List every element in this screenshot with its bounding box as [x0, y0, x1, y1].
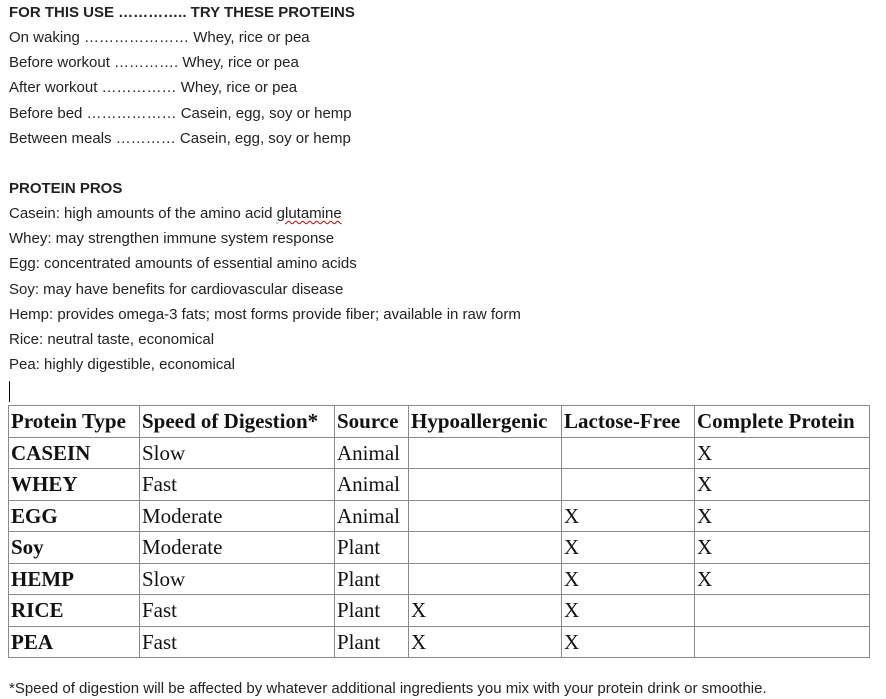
cell-complete-protein: X: [695, 532, 870, 564]
cell-protein-type: PEA: [9, 626, 140, 658]
cell-speed: Moderate: [140, 500, 335, 532]
protein-comparison-table: [8, 405, 870, 658]
pros-line: Rice: neutral taste, economical: [9, 331, 215, 349]
cell-speed: Fast: [140, 626, 335, 658]
cell-complete-protein: X: [695, 563, 870, 595]
cell-hypoallergenic: [409, 532, 562, 564]
document-body: [9, 0, 879, 377]
cell-source: Plant: [335, 532, 409, 564]
cell-lactose-free: X: [562, 532, 695, 564]
pros-line: Egg: concentrated amounts of essential amino acids: [9, 255, 357, 273]
cell-protein-type: CASEIN: [9, 437, 140, 469]
usage-line: On waking ………………… Whey, rice or pea: [9, 29, 310, 46]
cell-source: Plant: [335, 626, 409, 658]
pros-line: Pea: highly digestible, economical: [9, 356, 235, 374]
pros-line: Whey: may strengthen immune system response: [9, 230, 335, 248]
cell-source: Animal: [335, 437, 409, 469]
usage-line: After workout …………… Whey, rice or pea: [9, 79, 298, 97]
cell-lactose-free: [562, 469, 695, 501]
cell-speed: Moderate: [140, 532, 335, 564]
col-speed-of-digestion: Speed of Digestion*: [140, 406, 335, 438]
cell-complete-protein: X: [695, 437, 870, 469]
usage-heading: FOR THIS USE ………….. TRY THESE PROTEINS: [9, 4, 355, 21]
cell-protein-type: RICE: [9, 595, 140, 627]
cell-hypoallergenic: [409, 563, 562, 595]
cell-complete-protein: [695, 626, 870, 658]
table-header-row: [9, 406, 870, 438]
cell-hypoallergenic: [409, 469, 562, 501]
cell-protein-type: EGG: [9, 500, 140, 532]
cell-lactose-free: X: [562, 500, 695, 532]
cell-complete-protein: [695, 595, 870, 627]
pros-line: Hemp: provides omega-3 fats; most forms provide fiber; available in raw form: [9, 305, 521, 323]
usage-line: Before workout …………. Whey, rice or pea: [9, 54, 299, 72]
table-row: [9, 595, 870, 627]
cell-source: Plant: [335, 595, 409, 627]
usage-line: Before bed ……………… Casein, egg, soy or hemp: [9, 104, 352, 122]
text-cursor: [9, 381, 10, 402]
cell-hypoallergenic: X: [409, 595, 562, 627]
table-row: [9, 563, 870, 595]
col-protein-type: Protein Type: [9, 406, 140, 438]
cell-source: Animal: [335, 469, 409, 501]
cell-lactose-free: X: [562, 626, 695, 658]
col-complete-protein: Complete Protein: [695, 406, 870, 438]
pros-line-casein: [9, 201, 879, 226]
cell-lactose-free: X: [562, 563, 695, 595]
col-hypoallergenic: Hypoallergenic: [409, 406, 562, 438]
cell-lactose-free: X: [562, 595, 695, 627]
pros-heading: PROTEIN PROS: [9, 180, 123, 198]
casein-text: Casein: high amounts of the amino acid: [9, 205, 277, 223]
cell-speed: Slow: [140, 563, 335, 595]
usage-line: Between meals ………… Casein, egg, soy or hemp: [9, 129, 351, 147]
cell-speed: Fast: [140, 595, 335, 627]
cell-complete-protein: X: [695, 500, 870, 532]
table-row: [9, 469, 870, 501]
cell-protein-type: WHEY: [9, 469, 140, 501]
spellcheck-word[interactable]: glutamine: [276, 205, 342, 223]
table-row: [9, 626, 870, 658]
table-row: [9, 500, 870, 532]
table-row: [9, 437, 870, 469]
cell-lactose-free: [562, 437, 695, 469]
cell-speed: Fast: [140, 469, 335, 501]
cell-hypoallergenic: [409, 500, 562, 532]
footnote: *Speed of digestion will be affected by whatever additional ingredients you mix with your protein drink or smoothie.: [9, 680, 767, 697]
cell-speed: Slow: [140, 437, 335, 469]
col-lactose-free: Lactose-Free: [562, 406, 695, 438]
cell-source: Plant: [335, 563, 409, 595]
cell-hypoallergenic: [409, 437, 562, 469]
table-row: [9, 532, 870, 564]
pros-line: Soy: may have benefits for cardiovascular disease: [9, 280, 344, 298]
cell-hypoallergenic: X: [409, 626, 562, 658]
cell-protein-type: Soy: [9, 532, 140, 564]
cell-protein-type: HEMP: [9, 563, 140, 595]
cell-complete-protein: X: [695, 469, 870, 501]
cell-source: Animal: [335, 500, 409, 532]
col-source: Source: [335, 406, 409, 438]
